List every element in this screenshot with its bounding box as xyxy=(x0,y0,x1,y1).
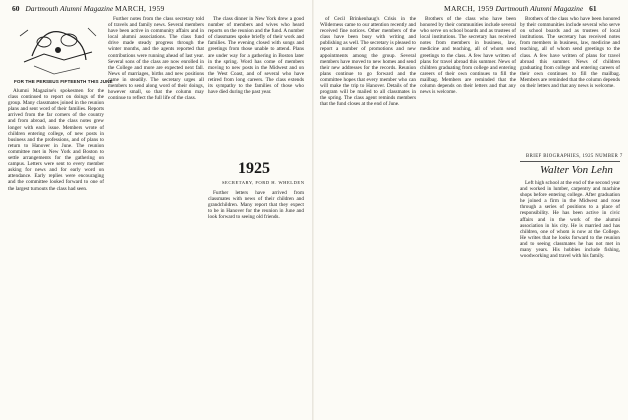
right-page-number: 61 xyxy=(589,4,597,13)
class-secretary-line: SECRETARY, FORD H. WHELDEN xyxy=(222,180,305,185)
left-column-1 xyxy=(8,88,104,414)
right-column-1 xyxy=(320,16,416,414)
class-year-heading xyxy=(238,160,270,178)
right-col1-text: of Cecil Brinkenhaug's Crisis in the Wilderness came to our attention recently and received fine notices. Other members of the class have been busy with writing and publishing as well. The secretary is pleased to report a number of promotions and new appointments among the group. Several members have moved to new homes and send their new addresses for the records. Reunion plans continue to go forward and the committee hopes that every member who can will make the trip to Hanover. Details of the program will be mailed to all classmates in the spring. The class agent reminds members that the fund closes at the end of June. xyxy=(320,16,416,108)
right-col3-upper: Brothers of the class who have been honored by their communities include several who serve on school boards and as trustees of local institutions. The secretary has received notes from members in business, law, medicine and teaching, all of whom send greetings to the class. A few have written of plans for travel abroad this summer. News of children graduating from college and entering careers of their own continues to fill the mailbag. Members are reminded that the column depends on their letters and that any news is welcome. xyxy=(520,16,620,90)
left-column-3-top xyxy=(208,16,304,156)
brief-biographies-title: BRIEF BIOGRAPHIES, 1925 NUMBER 7 xyxy=(526,154,623,159)
right-magazine-title: Dartmouth Alumni Magazine xyxy=(495,4,584,13)
right-column-3-top xyxy=(520,16,620,150)
left-column-3-bottom xyxy=(208,190,304,414)
left-column-2 xyxy=(108,16,204,414)
left-col3-text: The class dinner in New York drew a good number of members and wives who heard reports on the reunion and the fund. A number of classmates spoke briefly of their work and families. The evening closed with songs and greetings from those unable to attend. Plans are under way for a gathering in Boston later in the spring. Word has come of members moving to new posts in the Midwest and on the West Coast, and of several who have retired from long careers. The class extends its sympathy to the families of those who have died during the past year. xyxy=(208,16,304,96)
right-page xyxy=(314,0,628,420)
left-issue-date: MARCH, 1959 xyxy=(115,4,165,13)
biography-name: Walter Von Lehn xyxy=(540,164,613,176)
right-issue-date: MARCH, 1959 xyxy=(444,4,494,13)
left-magazine-title: Dartmouth Alumni Magazine xyxy=(25,4,114,13)
left-page-number: 60 xyxy=(12,4,20,13)
cartoon-caption: FOR THE PERSEUS FIFTEENTH THIS JUNE xyxy=(14,79,113,84)
left-page-header xyxy=(8,4,165,13)
right-col3-text: Left high school at the end of the second year and worked in lumber, carpentry and machine shops before entering college. After graduation he joined a firm in the Midwest and rose through a series of positions to a place of responsibility. He has been active in civic affairs and in the work of the alumni association in his city. He is married and has children, one of whom is now at the College. He writes that he looks forward to the reunion and to seeing classmates he has not met in many years. His hobbies include fishing, woodworking and travel with his family. xyxy=(520,180,620,260)
left-col2-text: Further notes from the class secretary told of travels and family news. Several members have been active in community affairs and in local alumni associations. The class fund drive made steady progress through the winter months, and the agents reported that contributions were running ahead of last year. Several sons of the class are now enrolled in the College and more are expected next fall. News of marriages, births and new positions came in steadily. The secretary urges all members to send along word of their doings, however small, so that the column may continue to reflect the full life of the class. xyxy=(108,16,204,102)
left-col1-text: Alumni Magazine's spokesmen for the class continued to report on doings of the group. Many classmates joined in the reunion plans and sent word of their families. Reports arrived from the far corners of the country and from abroad, and the class notes grew longer with each issue. Members wrote of children entering college, of new posts in business and the professions, and of plans to return to Hanover in June. The reunion committee met in New York and Boston to settle arrangements for the gathering on campus. Letters were sent to every member asking for news and for early word on attendance. Early replies were encouraging and the committee looked forward to one of the largest turnouts the class had seen. xyxy=(8,88,104,192)
brief-rule xyxy=(520,161,620,162)
left-col3-lower-text: Further letters have arrived from classmates with news of their children and grandchildren. Many report that they expect to be in Hanover for the reunion in June and look forward to seeing old friends. xyxy=(208,190,304,221)
right-column-2 xyxy=(420,16,516,414)
right-col2-text: Brothers of the class who have been honored by their communities include several who serve on school boards and as trustees of local institutions. The secretary has received notes from members in business, law, medicine and teaching, all of whom send greetings to the class. A few have written of plans for travel abroad this summer. News of children graduating from college and entering careers of their own continues to fill the mailbag. Members are reminded that the column depends on their letters and that any news is welcome. xyxy=(420,16,516,96)
reunion-cartoon xyxy=(14,16,102,78)
right-page-header xyxy=(444,4,601,13)
class-year: 1925 xyxy=(238,160,270,177)
right-column-3-bottom xyxy=(520,180,620,414)
